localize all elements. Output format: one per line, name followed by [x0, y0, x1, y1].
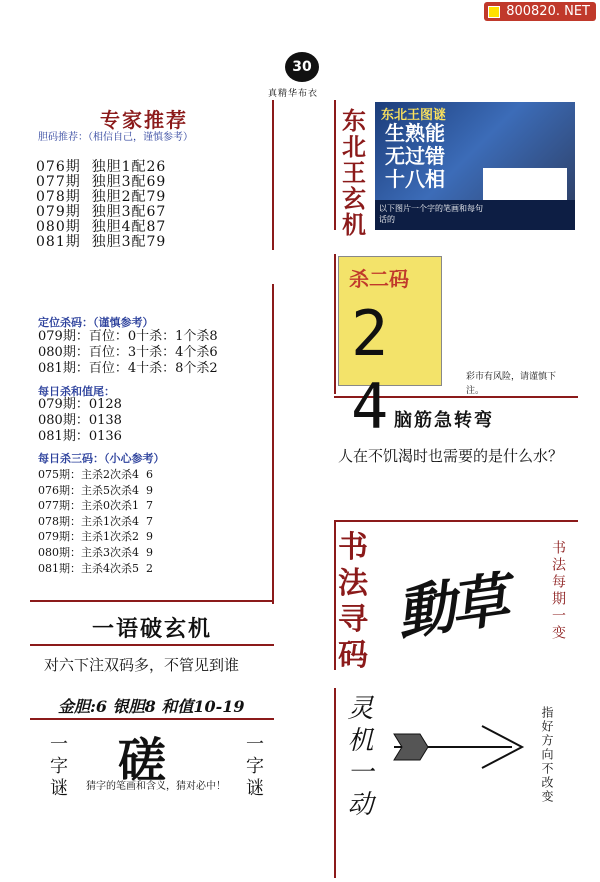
image-caption-bar: [375, 200, 575, 230]
daily-kill3-title: 每日杀三码：（小心参考）: [38, 452, 165, 465]
logo: 30: [285, 52, 319, 82]
brain-teaser-text: 人在不饥渴时也需要的是什么水？: [338, 447, 564, 465]
daily-sum-list: [38, 397, 122, 445]
risk-notice: 彩市有风险，请谨慎下注。: [466, 372, 557, 396]
divider: [272, 284, 274, 604]
list-item: 081期：主杀4次杀5 2: [38, 561, 153, 575]
list-item: 080期：主杀3次杀4 9: [38, 545, 153, 559]
watermark-icon: [488, 6, 500, 18]
list-item: 080期：百位：3十杀：4个杀6: [38, 345, 218, 360]
yiyu-title: 一语破玄机: [92, 616, 213, 642]
dongbei-title: 东北王玄机: [342, 106, 366, 239]
image-line: 无过错: [385, 144, 445, 168]
divider: [334, 100, 336, 230]
list-item: 077期 独胆3配69: [36, 174, 167, 190]
position-kill-list: [38, 329, 218, 377]
list-item: 080期：0138: [38, 413, 122, 428]
position-kill-title: 定位杀码：（谨慎参考）: [38, 316, 154, 329]
list-item: 078期：主杀1次杀4 7: [38, 514, 153, 528]
calligraphy-art: 動草: [392, 565, 509, 649]
divider: [334, 688, 336, 878]
expert-title: 专家推荐: [100, 108, 188, 132]
divider: [30, 600, 274, 602]
list-item: 077期：主杀0次杀1 7: [38, 499, 153, 513]
list-item: 079期 独胆3配67: [36, 204, 167, 220]
kill2-title: 杀二码: [349, 267, 409, 291]
divider: [334, 520, 578, 522]
kill2-box: [338, 256, 442, 443]
list-item: 075期：主杀2次杀4 6: [38, 468, 153, 481]
list-item: 079期：主杀1次杀2 9: [38, 530, 153, 544]
riddle-label-right: 一字谜: [243, 734, 264, 800]
list-item: 079期：百位：0十杀：1个杀8: [38, 329, 218, 344]
riddle-image: [375, 102, 575, 230]
image-blank: [483, 168, 567, 200]
gold-line: 金胆:6 银胆8 和值10-19: [58, 697, 245, 716]
list-item: 081期：百位：4十杀：8个杀2: [38, 361, 218, 376]
kill2-numbers: 2 4: [351, 297, 401, 443]
site-watermark: [484, 2, 596, 21]
expert-subtitle: 胆码推荐：（相信自己，谨慎参考）: [38, 132, 193, 143]
divider: [272, 100, 274, 250]
image-line: 生熟能: [385, 121, 445, 145]
divider: [334, 254, 336, 394]
calligraphy-subtitle: 书法每期一变: [550, 540, 566, 642]
daily-sum-title: 每日杀和值尾：: [38, 385, 115, 398]
divider: [30, 718, 274, 720]
yiyu-text: 对六下注双码多，不管见到谁: [44, 656, 240, 674]
brand-text: 真精华布衣: [268, 89, 319, 99]
direction-text: 指好方向不改变: [540, 706, 554, 804]
riddle-label-left: 一字谜: [47, 734, 68, 800]
image-caption: 以下图片一个字的笔画和每句话的: [379, 204, 483, 224]
list-item: 081期：0136: [38, 429, 122, 444]
calligraphy-title: 书法寻码: [338, 530, 368, 673]
expert-list: [36, 160, 166, 250]
divider: [334, 520, 336, 670]
list-item: 076期 独胆1配26: [36, 159, 167, 175]
watermark-text: 800820. NET: [506, 4, 590, 19]
image-title: 东北王图谜: [381, 108, 447, 123]
riddle-hint: 猜字的笔画和含义，猜对必中！: [86, 781, 226, 792]
image-line: 十八相: [385, 167, 445, 191]
list-item: 078期 独胆2配79: [36, 189, 167, 205]
list-item: 081期 独胆3配79: [36, 234, 167, 250]
image-lines: [385, 122, 445, 191]
list-item: 080期 独胆4配87: [36, 219, 167, 235]
riddle-char: 磋: [118, 733, 167, 789]
daily-kill3-list: [38, 467, 153, 576]
divider: [30, 644, 274, 646]
inspiration-title: 灵机一动: [343, 694, 373, 822]
brain-teaser-title: 脑筋急转弯: [394, 410, 494, 431]
list-item: 076期：主杀5次杀4 9: [38, 483, 153, 497]
list-item: 079期：0128: [38, 397, 122, 412]
arrow-icon: [384, 722, 530, 772]
